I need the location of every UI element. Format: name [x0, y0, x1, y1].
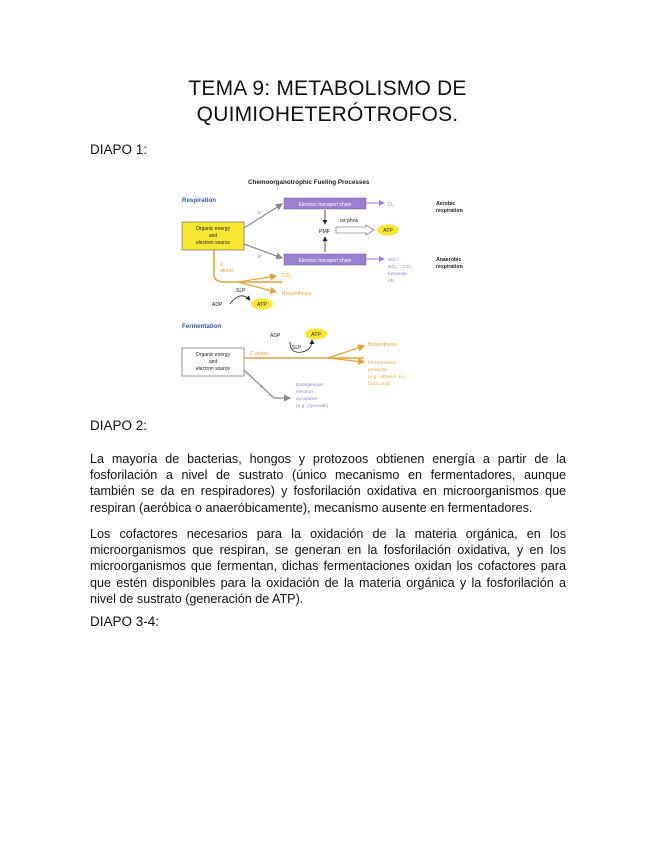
endogenous-line-3: acceptors [296, 397, 317, 402]
ferm-products-line-1: Fermentation [368, 361, 397, 366]
c-atoms-label-fermentation: C atoms [250, 351, 269, 357]
title-line-1: TEMA 9: METABOLISMO DE [188, 77, 467, 100]
acceptors-line-2: NO₃⁻, CO₂, [388, 265, 413, 270]
paragraph-2: Los cofactores necesarios para la oxidación de la materia orgánica, en los microorganismos que respiran, se generan en la fosforilación oxidativa, y en los microorganismos que fermentan, dichas fermentaciones oxidan los cofactores para que estén disponibles para la oxidación de la materia orgánica y la fosforilación a nivel de sustrato (generación de ATP). [90, 527, 566, 606]
title-line-2: QUIMIOHETERÓTROFOS. [196, 103, 459, 126]
slp-label-respiration: SLP [236, 288, 246, 294]
acceptors-line-1: SO₄²⁻, [388, 258, 403, 263]
adp-label-respiration: ADP [212, 302, 223, 308]
ferm-products-line-2: products [368, 368, 387, 373]
endogenous-line-2: electron [296, 390, 314, 395]
acceptors-line-4: etc. [388, 279, 396, 284]
slp-arrow-respiration [230, 296, 250, 304]
c-atoms-label-1: C [220, 262, 224, 268]
section-heading-diapo-2: DIAPO 2: [90, 418, 148, 433]
endogenous-line-4: (e.g., pyruvate) [296, 404, 329, 409]
source-line-2: and [208, 233, 218, 239]
atp-fermentation-label: ATP [311, 332, 321, 338]
atp-respiration-label: ATP [257, 302, 267, 308]
section-heading-diapo-3-4: DIAPO 3-4: [90, 614, 160, 629]
e-minus-label-1: e⁻ [258, 210, 264, 216]
anaerobic-label-2: respiration [436, 264, 463, 270]
section-heading-diapo-1: DIAPO 1: [90, 142, 148, 157]
o2-label: O₂ [388, 202, 395, 208]
biosynthesis-label-respiration: Biosynthesis [282, 291, 312, 297]
ox-phos-label: ox phos [340, 218, 359, 224]
ox-phos-arrow [336, 225, 374, 235]
co2-arrow [238, 276, 276, 282]
electron-arrow-fermentation [244, 370, 290, 398]
anaerobic-label-1: Anaerobic [436, 257, 462, 263]
acceptors-line-3: fumarate, [388, 272, 409, 277]
etc-bottom-label: Electron transport chain [298, 258, 352, 264]
source2-line-2: and [208, 359, 218, 365]
ferm-products-line-3: (e.g., ethanol, H₂, [368, 375, 406, 380]
figure-title: Chemoorganotrophic Fueling Processes [248, 179, 370, 186]
aerobic-label-2: respiration [436, 208, 463, 214]
fueling-processes-figure [178, 170, 478, 415]
biosynthesis-label-fermentation: Biosynthesis [368, 342, 398, 348]
source2-line-1: Organic energy [195, 352, 231, 358]
respiration-label: Respiration [182, 197, 217, 204]
atp-oxphos-label: ATP [383, 228, 393, 234]
endogenous-line-1: Endogenous [296, 383, 323, 388]
e-minus-label-2: e⁻ [258, 254, 264, 260]
adp-label-fermentation: ADP [270, 333, 281, 339]
slp-label-fermentation: SLP [292, 345, 302, 351]
source-line-3: electron source [195, 240, 231, 246]
ferm-products-line-4: lactic acid) [368, 382, 391, 387]
electron-arrow-top [244, 204, 282, 228]
fermentation-label: Fermentation [182, 323, 222, 330]
c-atoms-label-2: atoms [220, 268, 234, 274]
aerobic-label-1: Aerobic [436, 201, 456, 207]
etc-top-label: Electron transport chain [298, 202, 352, 208]
paragraph-1: La mayoría de bacterias, hongos y protozoos obtienen energía a partir de la fosforilación a nivel de sustrato (único mecanismo en fermentadores, aunque también se da en respiradores) y fosforilación oxidativa en microorganismos que respiran (aeróbica o anaeróbicamente), mecanismo ausente en fermentadores. [90, 452, 566, 515]
source2-line-3: electron source [195, 366, 231, 372]
source-line-1: Organic energy [195, 226, 231, 232]
page-title [0, 76, 655, 128]
co2-label: CO₂ [282, 273, 292, 279]
biosynthesis-arrow-fermentation [328, 346, 364, 358]
e-minus-label-3: e⁻ [260, 384, 266, 390]
pmf-label: PMF [319, 229, 330, 235]
